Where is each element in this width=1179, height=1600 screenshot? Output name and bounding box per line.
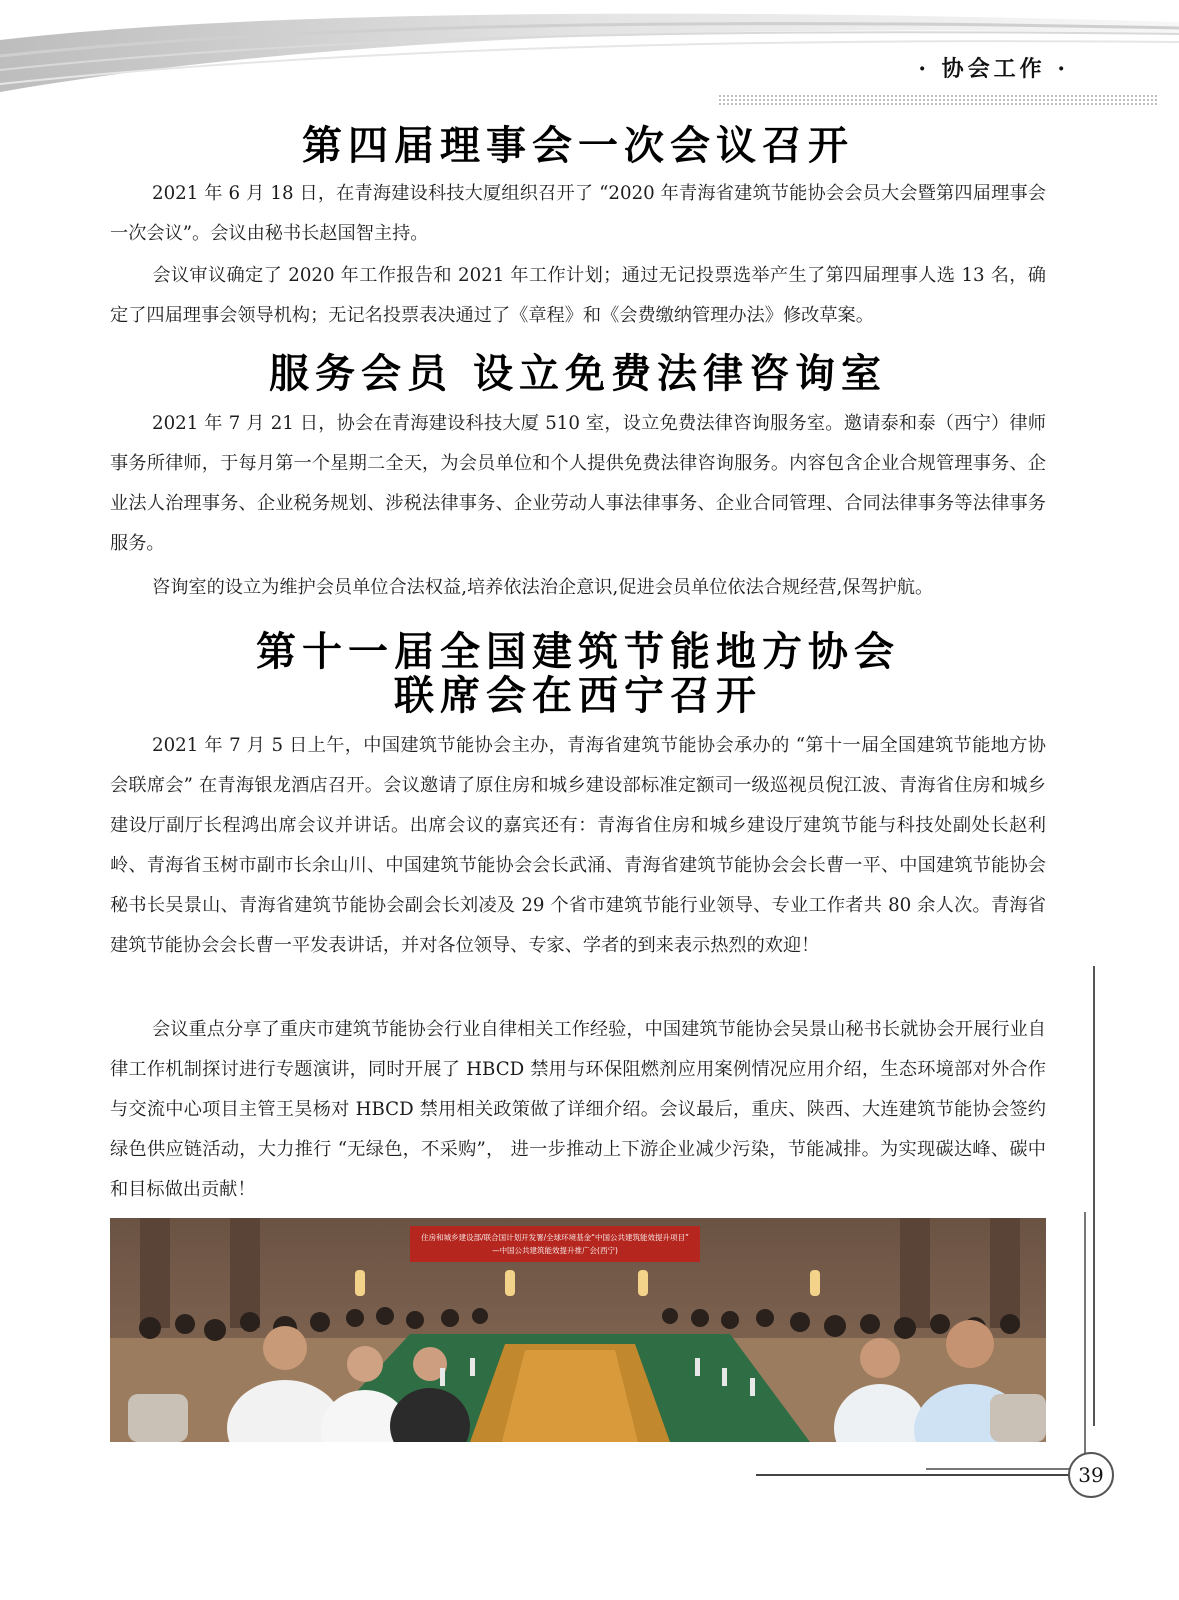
meeting-photo (110, 1218, 1046, 1442)
article-1-paragraph-1: 2021 年 6 月 18 日，在青海建设科技大厦组织召开了 “2020 年青海省建筑节能协会会员大会暨第四届理事会一次会议”。会议由秘书长赵国智主持。 (110, 183, 1046, 244)
article-2-paragraph-1: 2021 年 7 月 21 日，协会在青海建设科技大厦 510 室，设立免费法律咨询服务室。邀请泰和泰（西宁）律师事务所律师，于每月第一个星期二全天，为会员单位和个人提供免费法律咨询服务。内容包含企业合规管理事务、企业法人治理事务、企业税务规划、涉税法律事务、企业劳动人事法律事务、企业合同管理、合同法律事务等法律事务服务。 (110, 413, 1046, 554)
article-title-2: 服务会员 设立免费法律咨询室 (269, 350, 887, 397)
article-3-paragraph-1: 2021 年 7 月 5 日上午，中国建筑节能协会主办，青海省建筑节能协会承办的 “第十一届全国建筑节能地方协会联席会” 在青海银龙酒店召开。会议邀请了原住房和城乡建设部标准定额司一级巡视员倪江波、青海省住房和城乡建设厅副厅长程鸿出席会议并讲话。出席会议的嘉宾还有：青海省住房和城乡建设厅建筑节能与科技处副处长赵利岭、青海省玉树市副市长余山川、中国建筑节能协会会长武涌、青海省建筑节能协会会长曹一平、中国建筑节能协会秘书长吴景山、青海省建筑节能协会副会长刘凌及 29 个省市建筑节能行业领导、专业工作者共 80 余人次。青海省建筑节能协会会长曹一平发表讲话，并对各位领导、专家、学者的到来表示热烈的欢迎！ (110, 735, 1046, 956)
footer-rule-short (926, 1468, 1076, 1470)
article-title-1: 第四届理事会一次会议召开 (302, 122, 854, 169)
right-margin-rule (1093, 966, 1095, 1426)
banner (410, 1226, 700, 1262)
article-3-paragraph-2: 会议重点分享了重庆市建筑节能协会行业自律相关工作经验，中国建筑节能协会吴景山秘书长就协会开展行业自律工作机制探讨进行专题演讲，同时开展了 HBCD 禁用与环保阻燃剂应用案例情况应用介绍，生态环境部对外合作与交流中心项目主管王昊杨对 HBCD 禁用相关政策做了详细介绍。会议最后，重庆、陕西、大连建筑节能协会签约绿色供应链活动，大力推行 “无绿色，不采购”， 进一步推动上下游企业减少污染，节能减排。为实现碳达峰、碳中和目标做出贡献！ (110, 1019, 1046, 1200)
dotted-band (718, 94, 1158, 106)
right-margin-rule-inner (1084, 1212, 1086, 1468)
banner-line-1: 住房和城乡建设部/联合国计划开发署/全球环境基金“中国公共建筑能效提升项目” (421, 1233, 689, 1242)
page-number: 39 (1068, 1452, 1114, 1498)
article-1-paragraph-2: 会议审议确定了 2020 年工作报告和 2021 年工作计划；通过无记投票选举产生了第四届理事人选 13 名，确定了四届理事会领导机构；无记名投票表决通过了《章程》和《会费缴纳管理办法》修改草案。 (110, 265, 1046, 326)
article-title-3-line-1: 第十一届全国建筑节能地方协会 (256, 628, 900, 675)
article-title-3-line-2: 联席会在西宁召开 (394, 672, 762, 719)
footer-rule (756, 1474, 1068, 1476)
banner-line-2: —中国公共建筑能效提升推广会(西宁) (492, 1246, 618, 1255)
section-tag: · 协会工作 · (918, 56, 1069, 82)
article-2-paragraph-2: 咨询室的设立为维护会员单位合法权益,培养依法治企意识,促进会员单位依法合规经营,保驾护航。 (152, 577, 934, 598)
